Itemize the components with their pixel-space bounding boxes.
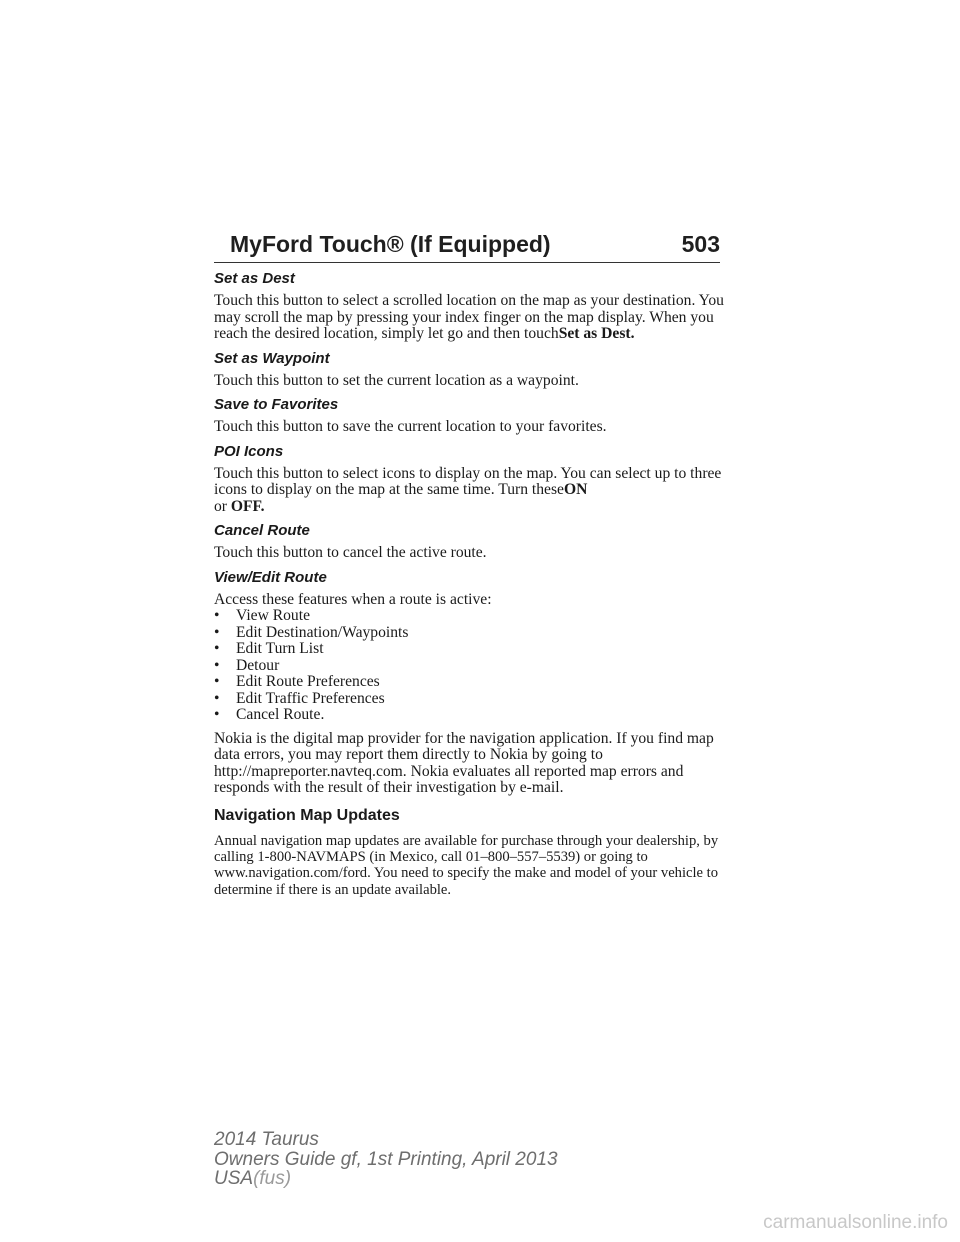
list-item	[214, 707, 724, 724]
bullet-icon: •	[214, 640, 220, 657]
list-item	[214, 608, 724, 625]
list-item	[214, 691, 724, 708]
list-item	[214, 674, 724, 691]
heading-set-as-dest: Set as Dest	[214, 270, 295, 287]
page-number: 503	[681, 231, 720, 257]
heading-set-as-waypoint: Set as Waypoint	[214, 349, 330, 367]
bullet-icon: •	[214, 607, 220, 624]
list-item-text: Cancel Route.	[236, 706, 325, 723]
bullet-icon: •	[214, 706, 220, 723]
list-item	[214, 641, 724, 658]
heading-poi-icons: POI Icons	[214, 442, 284, 460]
paragraph-view-edit-route-intro: Access these features when a route is active:	[214, 590, 492, 608]
heading-cancel-route: Cancel Route	[214, 522, 310, 539]
watermark: carmanualsonline.info	[763, 1212, 948, 1233]
bullet-icon: •	[214, 656, 220, 674]
list-item-text: Edit Turn List	[236, 640, 324, 657]
route-features-list	[214, 608, 724, 724]
heading-navigation-map-updates: Navigation Map Updates	[214, 806, 400, 824]
paragraph-set-as-waypoint: Touch this button to set the current location as a waypoint.	[214, 371, 579, 389]
list-item-text: Edit Route Preferences	[236, 673, 380, 690]
paragraph-set-as-dest: Touch this button to select a scrolled location on the map as your destination. You may scroll the map by pressing your index finger on the map display. When you reach the desired location, simply let go and then touchSet as Dest.	[214, 292, 724, 342]
page-footer	[214, 1130, 558, 1189]
list-item	[214, 625, 724, 642]
bold-set-as-dest: Set as Dest.	[558, 325, 635, 342]
page-content	[214, 270, 724, 898]
bullet-icon: •	[214, 689, 220, 707]
paragraph-save-to-favorites: Touch this button to save the current location to your favorites.	[214, 418, 607, 435]
footer-edition: Owners Guide gf, 1st Printing, April 2013	[214, 1148, 558, 1170]
list-item-text: Edit Destination/Waypoints	[236, 623, 409, 641]
footer-region: USA(fus)	[214, 1168, 292, 1189]
heading-view-edit-route: View/Edit Route	[214, 568, 327, 586]
list-item-text: View Route	[236, 607, 310, 624]
footer-model: 2014 Taurus	[214, 1129, 319, 1150]
heading-save-to-favorites: Save to Favorites	[214, 396, 339, 413]
list-item	[214, 658, 724, 675]
bold-off: OFF.	[230, 497, 265, 515]
bullet-icon: •	[214, 623, 220, 641]
bold-on: ON	[563, 481, 588, 498]
paragraph-map-updates: Annual navigation map updates are available for purchase through your dealership, by calling 1-800-NAVMAPS (in Mexico, call 01–800–557–5539) or going to www.navigation.com/ford. You need to specify the make and model of your vehicle to determine if there is an update available.	[214, 832, 719, 898]
paragraph-nokia: Nokia is the digital map provider for the navigation application. If you find map data errors, you may report them directly to Nokia by going to http://mapreporter.navteq.com. Nokia evaluates all reported map errors and responds with the result of their investigation by e-mail.	[214, 729, 714, 796]
paragraph-poi-icons: Touch this button to select icons to display on the map. You can select up to three icons to display on the map at the same time. Turn theseON or OFF.	[214, 464, 722, 515]
chapter-title: MyFord Touch® (If Equipped)	[230, 231, 551, 257]
list-item-text: Detour	[236, 656, 280, 674]
page-header	[214, 226, 720, 263]
list-item-text: Edit Traffic Preferences	[236, 689, 385, 707]
paragraph-cancel-route: Touch this button to cancel the active route.	[214, 544, 487, 561]
bullet-icon: •	[214, 673, 220, 690]
